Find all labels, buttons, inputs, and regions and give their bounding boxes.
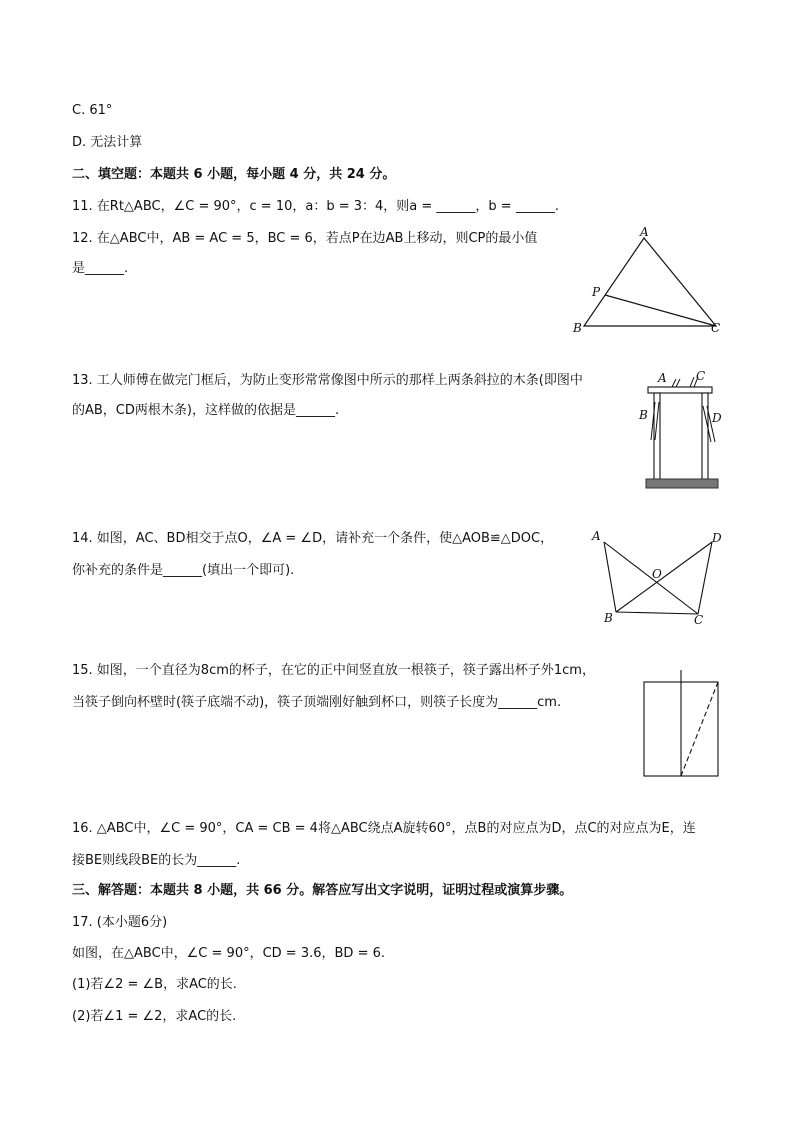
- question-17-part2: (2)若∠1 = ∠2，求AC的长.: [72, 1009, 237, 1024]
- question-16-line1: 16. △ABC中，∠C = 90°，CA = CB = 4将△ABC绕点A旋转60°，点B的对应点为D，点C的对应点为E，连: [72, 821, 696, 836]
- label-b: B: [604, 611, 613, 625]
- crossing-figure-q14: [588, 526, 730, 628]
- door-frame-figure-q13: [636, 366, 726, 492]
- question-14-line2: 你补充的条件是______(填出一个即可).: [72, 563, 295, 578]
- question-12-line2: 是______.: [72, 261, 129, 276]
- question-12-line1: 12. 在△ABC中，AB = AC = 5，BC = 6，若点P在边AB上移动，则CP的最小值: [72, 231, 538, 246]
- label-o: O: [652, 567, 662, 581]
- label-d: D: [712, 531, 722, 545]
- question-17-stem: 如图，在△ABC中，∠C = 90°，CD = 3.6，BD = 6.: [72, 946, 385, 961]
- cup-chopstick-figure-q15: [640, 668, 722, 780]
- label-d: D: [712, 411, 722, 425]
- label-c: C: [696, 369, 706, 383]
- question-15-line1: 15. 如图，一个直径为8cm的杯子，在它的正中间竖直放一根筷子，筷子露出杯子外1cm，: [72, 663, 595, 678]
- label-b: B: [573, 321, 582, 335]
- label-a: A: [658, 371, 667, 385]
- question-11: 11. 在Rt△ABC，∠C = 90°，c = 10，a：b = 3：4，则a = ______，b = ______.: [72, 199, 559, 214]
- option-d: D. 无法计算: [72, 135, 143, 150]
- label-p: P: [592, 285, 601, 299]
- section-3-heading: 三、解答题：本题共 8 小题，共 66 分。解答应写出文字说明，证明过程或演算步骤。: [72, 883, 573, 898]
- triangle-figure-q12: [570, 224, 730, 336]
- question-17-title: 17. (本小题6分): [72, 915, 168, 930]
- section-2-heading: 二、填空题：本题共 6 小题，每小题 4 分，共 24 分。: [72, 167, 396, 182]
- option-c: C. 61°: [72, 103, 113, 118]
- question-16-line2: 接BE则线段BE的长为______.: [72, 853, 241, 868]
- label-c: C: [711, 321, 721, 335]
- label-b: B: [639, 408, 648, 422]
- question-13-line2: 的AB，CD两根木条)，这样做的依据是______.: [72, 403, 340, 418]
- question-17-part1: (1)若∠2 = ∠B，求AC的长.: [72, 977, 237, 992]
- label-a: A: [640, 225, 649, 239]
- question-14-line1: 14. 如图，AC、BD相交于点O，∠A = ∠D，请补充一个条件，使△AOB≌△DOC，: [72, 531, 554, 546]
- label-a: A: [592, 529, 601, 543]
- question-15-line2: 当筷子倒向杯壁时(筷子底端不动)，筷子顶端刚好触到杯口，则筷子长度为______cm.: [72, 695, 562, 710]
- question-13-line1: 13. 工人师傅在做完门框后，为防止变形常常像图中所示的那样上两条斜拉的木条(即图中: [72, 373, 583, 388]
- label-c: C: [694, 613, 704, 627]
